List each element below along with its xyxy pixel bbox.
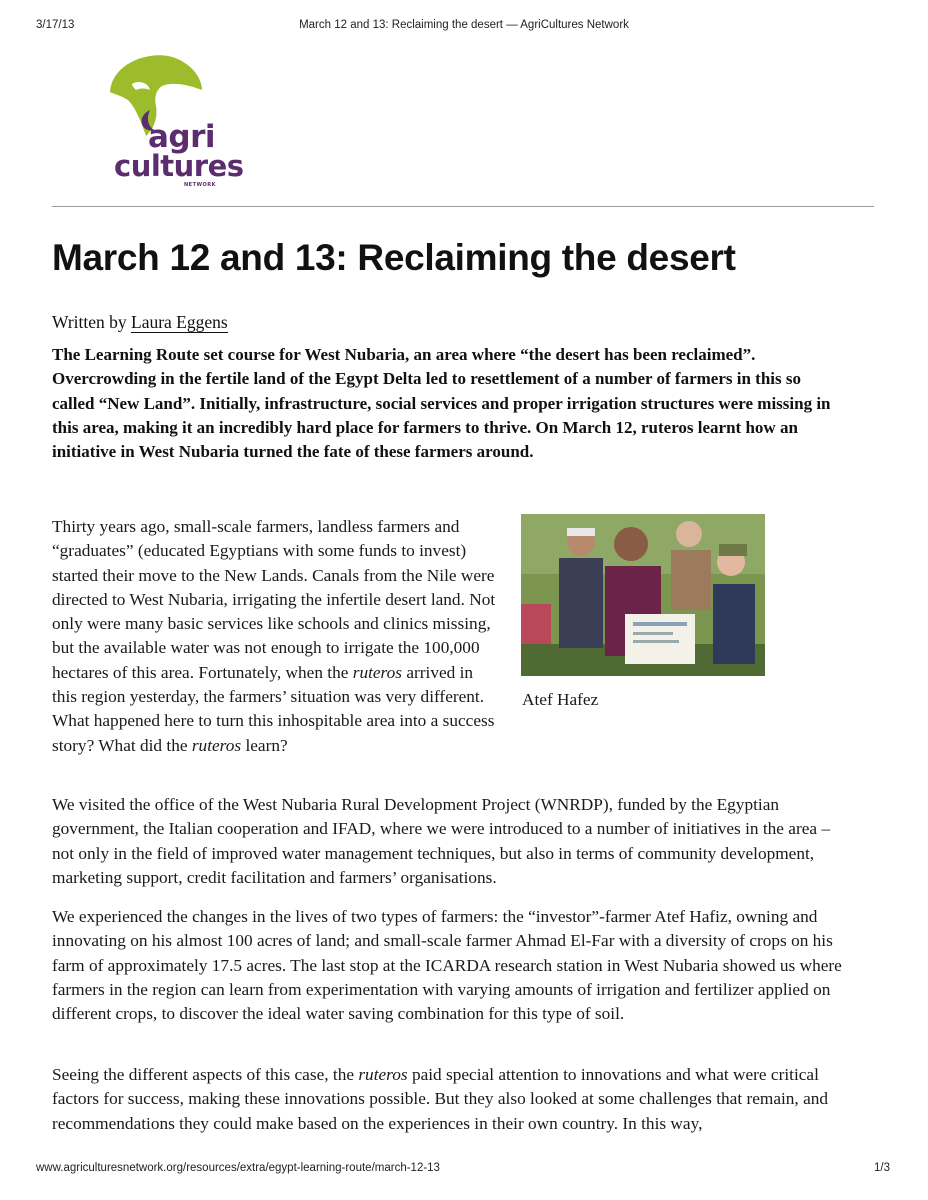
paragraph-1	[52, 515, 497, 758]
author-link[interactable]: Laura Eggens	[131, 312, 228, 332]
logo-text-network: NETWORK	[184, 182, 217, 188]
byline	[52, 310, 228, 334]
print-page-title: March 12 and 13: Reclaiming the desert — AgriCultures Network	[299, 19, 629, 31]
paragraph-4-part-a: Seeing the different aspects of this case, the	[52, 1065, 359, 1084]
logo-text-cultures: cultures	[114, 149, 244, 183]
paragraph-4-emphasis: ruteros	[358, 1065, 408, 1084]
article-title: March 12 and 13: Reclaiming the desert	[52, 237, 736, 278]
article-photo[interactable]	[521, 514, 765, 676]
paragraph-1-part-b: arrived in this region yesterday, the farmers’ situation was very different. What happened here to turn this inhospitable area into a success story? What did the	[52, 662, 495, 755]
header-divider	[52, 206, 874, 207]
paragraph-1-emphasis-2: ruteros	[191, 735, 242, 755]
photo-caption: Atef Hafez	[522, 690, 599, 709]
print-date: 3/17/13	[36, 19, 75, 31]
paragraph-3: We experienced the changes in the lives of two types of farmers: the “investor”-farmer Atef Hafiz, owning and innovating on his almost 100 acres of land; and small-scale farmer Ahmad El-Far with a diversity of crops on his farm of approximately 17.5 acres. The last stop at the ICARDA research station in West Nubaria showed us where farmers in the region can learn from experimentation with varying amounts of irrigation and fertilizer applied on different crops, to discover the ideal water saving combination for this type of soil.	[52, 907, 842, 1024]
article-lead: The Learning Route set course for West Nubaria, an area where “the desert has been reclaimed”. Overcrowding in the fertile land of the Egypt Delta led to resettlement of a number of farmers in this so called “New Land”. Initially, infrastructure, social services and proper irrigation structures were missing in this area, making it an incredibly hard place for farmers to thrive. On March 12, ruteros learnt how an initiative in West Nubaria turned the fate of these farmers around.	[52, 345, 831, 462]
print-page-number: 1/3	[874, 1162, 890, 1174]
paragraph-1-part-c: learn?	[241, 735, 288, 755]
paragraph-4	[52, 1063, 842, 1136]
logo-text-agri: agri	[148, 119, 216, 155]
paragraph-1-emphasis-1: ruteros	[352, 662, 403, 682]
byline-prefix: Written by	[52, 312, 127, 332]
photo-image	[521, 514, 765, 676]
paragraph-2: We visited the office of the West Nubaria Rural Development Project (WNRDP), funded by the Egyptian government, the Italian cooperation and IFAD, where we were introduced to a number of initiatives in the area – not only in the field of improved water management techniques, but also in terms of community development, marketing support, credit facilitation and farmers’ organisations.	[52, 795, 831, 887]
print-url: www.agriculturesnetwork.org/resources/extra/egypt-learning-route/march-12-13	[36, 1162, 440, 1174]
paragraph-1-part-a: Thirty years ago, small-scale farmers, landless farmers and “graduates” (educated Egyptians with some funds to invest) started their move to the New Lands. Canals from the Nile were directed to West Nubaria, irrigating the infertile desert land. Not only were many basic services like schools and clinics missing, but the available water was not enough to irrigate the 100,000 hectares of this area. Fortunately, when the	[52, 517, 496, 682]
paragraph-4-part-b: paid special attention to innovations and what were critical factors for success, making these innovations possible. But they also looked at some challenges that remain, and recommendations they could make based on the experiences in their own country. In this way,	[52, 1065, 829, 1133]
agricultures-logo[interactable]	[104, 52, 244, 192]
